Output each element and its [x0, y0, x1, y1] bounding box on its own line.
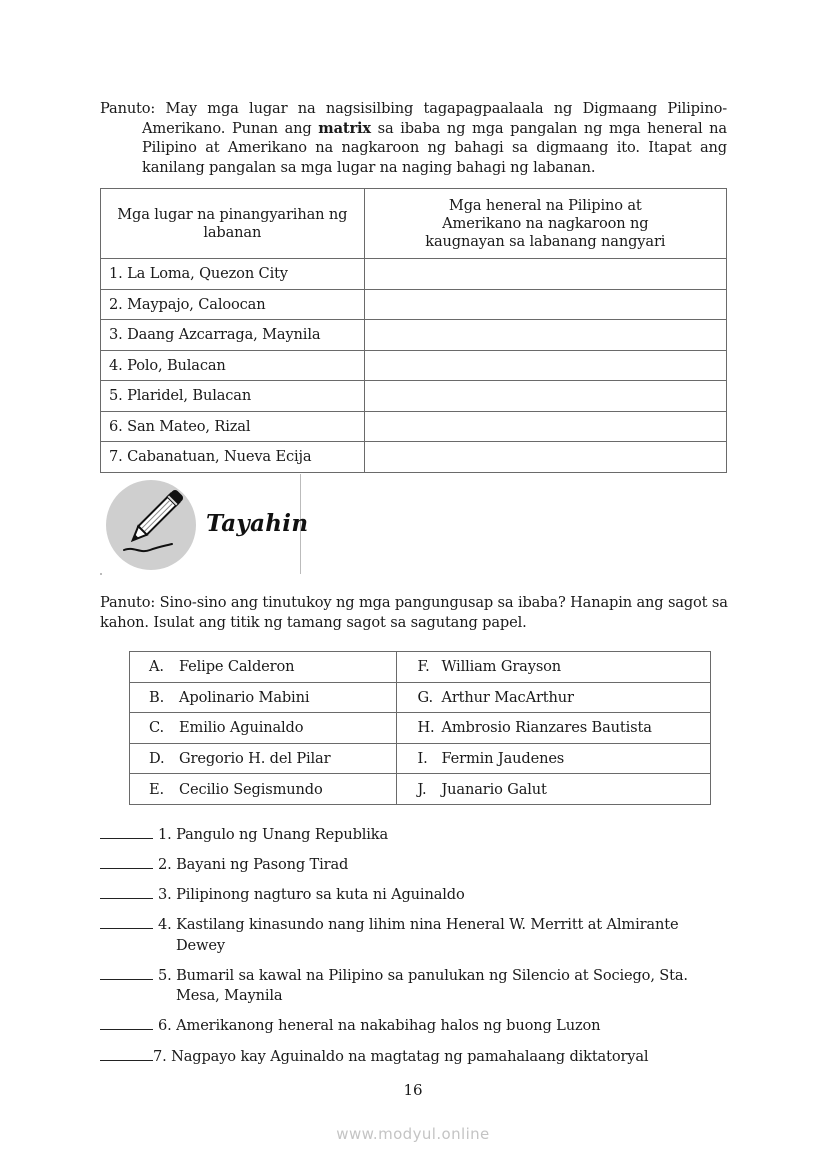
place-cell: 4. Polo, Bulacan [101, 350, 365, 381]
choice-name: William Grayson [441, 658, 562, 676]
choice-cell [397, 713, 711, 744]
section-title: Tayahin [206, 510, 309, 537]
answer-cell[interactable] [364, 442, 726, 473]
answer-blank[interactable] [100, 1046, 153, 1061]
page-number: 16 [403, 1081, 423, 1099]
question-text: 3. Pilipinong nagturo sa kuta ni Aguinaldo [158, 886, 465, 904]
choice-cell [130, 713, 397, 744]
place-cell: 3. Daang Azcarraga, Maynila [101, 320, 365, 351]
instructions-line-1 [100, 99, 727, 119]
choice-letter: J. [417, 780, 427, 798]
choice-cell [130, 652, 397, 683]
place-cell: 2. Maypajo, Caloocan [101, 289, 365, 320]
table-row [130, 743, 711, 774]
instructions-identification: Panuto: Sino-sino ang tinutukoy ng mga pangungusap sa ibaba? Hanapin ang sagot sa kahon. Isulat ang titik ng tamang sagot sa sagutang papel. [100, 594, 728, 631]
choice-name: Apolinario Mabini [179, 688, 310, 706]
choice-name: Ambrosio Rianzares Bautista [441, 719, 652, 737]
answer-blank[interactable] [100, 965, 153, 980]
matrix-header-row [101, 189, 727, 259]
table-row [130, 713, 711, 744]
question-text-continuation: Dewey [176, 936, 225, 954]
table-row [101, 411, 727, 442]
answer-blank[interactable] [100, 1015, 153, 1030]
choice-letter: F. [417, 658, 430, 676]
table-row [130, 652, 711, 683]
question-text-continuation: Mesa, Maynila [176, 987, 283, 1005]
answer-cell[interactable] [364, 259, 726, 290]
question-item [100, 854, 740, 876]
choice-letter: B. [149, 688, 165, 706]
choice-cell [130, 774, 397, 805]
header-places: Mga lugar na pinangyarihan ng labanan [101, 189, 365, 259]
table-row [130, 774, 711, 805]
header-generals: Mga heneral na Pilipino at Amerikano na nagkaroon ng kaugnayan sa labanang nangyari [364, 189, 726, 259]
instructions-text: sa ibaba ng mga pangalan ng mga heneral na Pilipino at Amerikano na nagkaroon ng bahagi sa digmaang ito. Itapat ang kanilang pangalan sa mga lugar na naging bahagi ng labanan. [142, 119, 727, 176]
place-cell: 1. La Loma, Quezon City [101, 259, 365, 290]
instructions-continuation [100, 119, 727, 178]
choice-name: Fermin Jaudenes [441, 750, 565, 768]
pencil-icon [106, 480, 196, 570]
choices-table [129, 651, 711, 805]
matrix-table [100, 188, 727, 473]
question-text: 7. Nagpayo kay Aguinaldo na magtatag ng pamahalaang diktatoryal [153, 1047, 649, 1065]
choice-letter: C. [149, 719, 164, 737]
answer-blank[interactable] [100, 854, 153, 869]
answer-cell[interactable] [364, 350, 726, 381]
choice-letter: E. [149, 780, 164, 798]
question-item [100, 1046, 740, 1068]
question-item [100, 965, 740, 1007]
answer-blank[interactable] [100, 824, 153, 839]
table-row [130, 682, 711, 713]
question-text: 1. Pangulo ng Unang Republika [158, 826, 389, 843]
question-text: 6. Amerikanong heneral na nakabihag halos ng buong Luzon [158, 1017, 601, 1035]
table-row [101, 442, 727, 473]
question-item [100, 824, 740, 846]
answer-cell[interactable] [364, 381, 726, 412]
place-cell: 5. Plaridel, Bulacan [101, 381, 365, 412]
table-row [101, 350, 727, 381]
question-item [100, 914, 740, 956]
bold-term-matrix: matrix [318, 119, 371, 137]
choice-letter: D. [149, 750, 165, 768]
answer-blank[interactable] [100, 914, 153, 929]
answer-cell[interactable] [364, 411, 726, 442]
answer-cell[interactable] [364, 289, 726, 320]
table-row [101, 289, 727, 320]
instructions-text: Amerikano. Punan ang [142, 119, 319, 137]
choice-letter: A. [149, 658, 164, 676]
choice-name: Emilio Aguinaldo [179, 719, 304, 737]
choice-name: Arthur MacArthur [441, 688, 574, 706]
choice-cell [130, 743, 397, 774]
question-text: 4. Kastilang kinasundo nang lihim nina Heneral W. Merritt at Almirante [158, 916, 679, 934]
question-item [100, 884, 740, 906]
place-cell: 7. Cabanatuan, Nueva Ecija [101, 442, 365, 473]
table-row [101, 259, 727, 290]
decorative-dot [100, 573, 102, 575]
choice-cell [397, 743, 711, 774]
tayahin-section-header [100, 474, 340, 578]
instructions-label: Panuto: [100, 100, 156, 117]
question-text: 5. Bumaril sa kawal na Pilipino sa panulukan ng Silencio at Sociego, Sta. [158, 966, 688, 984]
answer-cell[interactable] [364, 320, 726, 351]
choice-name: Gregorio H. del Pilar [179, 750, 331, 768]
choice-cell [130, 682, 397, 713]
question-list [100, 824, 740, 1076]
question-item [100, 1015, 740, 1037]
choice-name: Felipe Calderon [179, 658, 295, 676]
question-text: 2. Bayani ng Pasong Tirad [158, 856, 349, 874]
choice-cell [397, 774, 711, 805]
table-row [101, 320, 727, 351]
choice-cell [397, 682, 711, 713]
choice-cell [397, 652, 711, 683]
instructions-text: May mga lugar na nagsisilbing tagapagpaalaala ng Digmaang Pilipino- [165, 100, 727, 117]
choice-letter: H. [417, 719, 435, 737]
choice-name: Juanario Galut [441, 780, 547, 798]
watermark: www.modyul.online [336, 1125, 490, 1143]
place-cell: 6. San Mateo, Rizal [101, 411, 365, 442]
choice-letter: I. [417, 750, 428, 768]
table-row [101, 381, 727, 412]
answer-blank[interactable] [100, 884, 153, 899]
choice-name: Cecilio Segismundo [179, 780, 323, 798]
instructions-matrix [100, 99, 727, 177]
choice-letter: G. [417, 688, 433, 706]
